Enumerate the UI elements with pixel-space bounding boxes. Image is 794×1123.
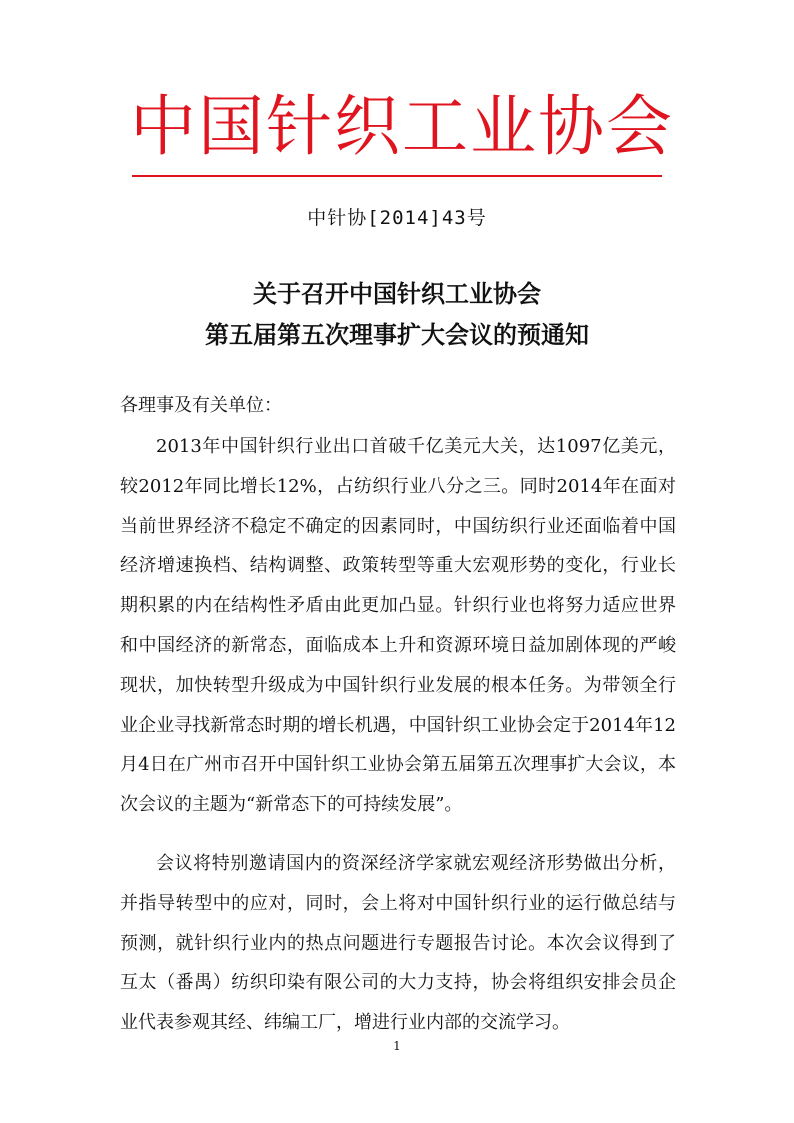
document-title-line-2: 第五届第五次理事扩大会议的预通知: [205, 321, 589, 349]
letterhead-red-rule: [132, 175, 662, 177]
page-number: 1: [393, 1039, 401, 1053]
document-title-line-1: 关于召开中国针织工业协会: [253, 280, 541, 308]
salutation: 各理事及有关单位：: [120, 395, 282, 416]
document-number: 中针协[2014]43号: [307, 207, 487, 229]
organization-letterhead: 中国针织工业协会: [130, 88, 674, 165]
body-paragraph: 会议将特别邀请国内的资深经济学家就宏观经济形势做出分析，并指导转型中的应对，同时，会上将对中国针织行业的运行做总结与预测，就针织行业内的热点问题进行专题报告讨论。本次会议得到了互太（番禺）纺织印染有限公司的大力支持，协会将组织安排会员企业代表参观其经、纬编工厂，增进行业内部的交流学习。: [120, 853, 676, 1034]
body-paragraph: 2013年中国针织行业出口首破千亿美元大关，达1097亿美元，较2012年同比增长12%，占纺织行业八分之三。同时2014年在面对当前世界经济不稳定不确定的因素同时，中国纺织行业还面临着中国经济增速换档、结构调整、政策转型等重大宏观形势的变化，行业长期积累的内在结构性矛盾由此更加凸显。针织行业也将努力适应世界和中国经济的新常态，面临成本上升和资源环境日益加剧体现的严峻现状，加快转型升级成为中国针织行业发展的根本任务。为带领全行业企业寻找新常态时期的增长机遇，中国针织工业协会定于2014年12月4日在广州市召开中国针织工业协会第五届第五次理事扩大会议，本次会议的主题为“新常态下的可持续发展”。: [120, 436, 676, 816]
